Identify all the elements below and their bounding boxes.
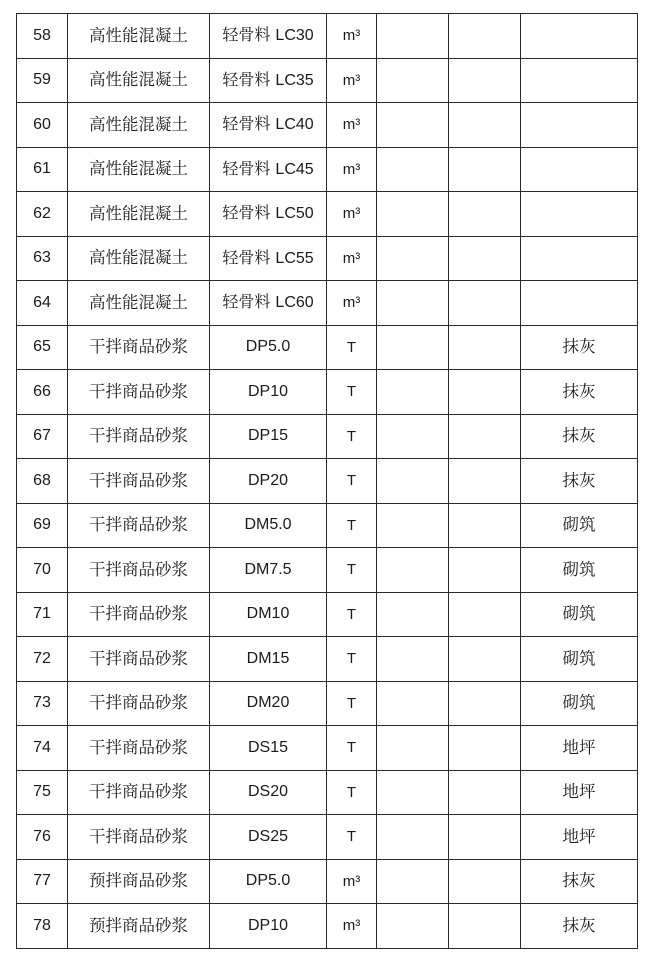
material-name-cell: 高性能混凝土 bbox=[68, 14, 210, 59]
price-cell bbox=[449, 192, 521, 237]
material-name-cell: 高性能混凝土 bbox=[68, 103, 210, 148]
price-cell bbox=[449, 637, 521, 682]
unit-cell: m³ bbox=[327, 103, 377, 148]
row-number-cell: 78 bbox=[17, 904, 68, 949]
material-name-cell: 干拌商品砂浆 bbox=[68, 770, 210, 815]
usage-cell bbox=[521, 14, 638, 59]
unit-cell: T bbox=[327, 726, 377, 771]
table-row bbox=[17, 58, 638, 103]
table-row bbox=[17, 681, 638, 726]
price-cell bbox=[449, 281, 521, 326]
usage-cell: 砌筑 bbox=[521, 503, 638, 548]
price-cell bbox=[449, 726, 521, 771]
material-name-cell: 干拌商品砂浆 bbox=[68, 548, 210, 593]
price-cell bbox=[377, 592, 449, 637]
material-name-cell: 干拌商品砂浆 bbox=[68, 414, 210, 459]
price-cell bbox=[449, 904, 521, 949]
spec-cell: 轻骨料 LC30 bbox=[210, 14, 327, 59]
usage-cell bbox=[521, 103, 638, 148]
usage-cell: 抹灰 bbox=[521, 859, 638, 904]
spec-cell: DS15 bbox=[210, 726, 327, 771]
unit-cell: m³ bbox=[327, 236, 377, 281]
material-name-cell: 干拌商品砂浆 bbox=[68, 726, 210, 771]
price-cell bbox=[377, 414, 449, 459]
row-number-cell: 77 bbox=[17, 859, 68, 904]
price-cell bbox=[449, 58, 521, 103]
spec-cell: DP10 bbox=[210, 370, 327, 415]
row-number-cell: 75 bbox=[17, 770, 68, 815]
usage-cell: 抹灰 bbox=[521, 325, 638, 370]
price-cell bbox=[377, 859, 449, 904]
material-name-cell: 高性能混凝土 bbox=[68, 281, 210, 326]
spec-cell: DM7.5 bbox=[210, 548, 327, 593]
usage-cell: 抹灰 bbox=[521, 904, 638, 949]
usage-cell bbox=[521, 281, 638, 326]
spec-cell: DS20 bbox=[210, 770, 327, 815]
usage-cell bbox=[521, 236, 638, 281]
usage-cell: 抹灰 bbox=[521, 370, 638, 415]
row-number-cell: 68 bbox=[17, 459, 68, 504]
spec-cell: 轻骨料 LC50 bbox=[210, 192, 327, 237]
unit-cell: m³ bbox=[327, 192, 377, 237]
row-number-cell: 62 bbox=[17, 192, 68, 237]
unit-cell: m³ bbox=[327, 859, 377, 904]
row-number-cell: 71 bbox=[17, 592, 68, 637]
row-number-cell: 66 bbox=[17, 370, 68, 415]
row-number-cell: 61 bbox=[17, 147, 68, 192]
usage-cell bbox=[521, 58, 638, 103]
price-cell bbox=[449, 548, 521, 593]
price-cell bbox=[449, 815, 521, 860]
price-cell bbox=[377, 503, 449, 548]
material-name-cell: 干拌商品砂浆 bbox=[68, 503, 210, 548]
material-name-cell: 预拌商品砂浆 bbox=[68, 904, 210, 949]
material-price-table bbox=[16, 13, 638, 949]
spec-cell: DM15 bbox=[210, 637, 327, 682]
price-cell bbox=[377, 637, 449, 682]
material-name-cell: 干拌商品砂浆 bbox=[68, 459, 210, 504]
table-row bbox=[17, 859, 638, 904]
price-cell bbox=[377, 58, 449, 103]
usage-cell: 地坪 bbox=[521, 726, 638, 771]
price-cell bbox=[449, 859, 521, 904]
usage-cell bbox=[521, 147, 638, 192]
unit-cell: T bbox=[327, 592, 377, 637]
price-cell bbox=[449, 14, 521, 59]
table-row bbox=[17, 192, 638, 237]
row-number-cell: 65 bbox=[17, 325, 68, 370]
unit-cell: m³ bbox=[327, 58, 377, 103]
row-number-cell: 76 bbox=[17, 815, 68, 860]
usage-cell: 砌筑 bbox=[521, 681, 638, 726]
unit-cell: T bbox=[327, 503, 377, 548]
row-number-cell: 74 bbox=[17, 726, 68, 771]
spec-cell: DP5.0 bbox=[210, 325, 327, 370]
spec-cell: 轻骨料 LC35 bbox=[210, 58, 327, 103]
spec-cell: DP20 bbox=[210, 459, 327, 504]
table-row bbox=[17, 503, 638, 548]
table-row bbox=[17, 281, 638, 326]
price-cell bbox=[377, 236, 449, 281]
price-cell bbox=[449, 592, 521, 637]
table-row bbox=[17, 325, 638, 370]
material-name-cell: 高性能混凝土 bbox=[68, 147, 210, 192]
price-cell bbox=[449, 770, 521, 815]
price-cell bbox=[377, 14, 449, 59]
material-name-cell: 干拌商品砂浆 bbox=[68, 681, 210, 726]
table-row bbox=[17, 414, 638, 459]
spec-cell: DM5.0 bbox=[210, 503, 327, 548]
price-cell bbox=[377, 147, 449, 192]
unit-cell: T bbox=[327, 770, 377, 815]
row-number-cell: 59 bbox=[17, 58, 68, 103]
spec-cell: 轻骨料 LC45 bbox=[210, 147, 327, 192]
unit-cell: T bbox=[327, 681, 377, 726]
price-cell bbox=[377, 459, 449, 504]
row-number-cell: 69 bbox=[17, 503, 68, 548]
unit-cell: m³ bbox=[327, 904, 377, 949]
table-row bbox=[17, 14, 638, 59]
material-name-cell: 干拌商品砂浆 bbox=[68, 370, 210, 415]
price-cell bbox=[377, 815, 449, 860]
spec-cell: DP15 bbox=[210, 414, 327, 459]
price-cell bbox=[377, 726, 449, 771]
table-row bbox=[17, 147, 638, 192]
price-cell bbox=[377, 681, 449, 726]
price-cell bbox=[377, 548, 449, 593]
price-cell bbox=[449, 147, 521, 192]
price-cell bbox=[377, 325, 449, 370]
price-cell bbox=[377, 192, 449, 237]
unit-cell: T bbox=[327, 815, 377, 860]
usage-cell: 砌筑 bbox=[521, 637, 638, 682]
spec-cell: DP5.0 bbox=[210, 859, 327, 904]
table-row bbox=[17, 459, 638, 504]
material-name-cell: 高性能混凝土 bbox=[68, 58, 210, 103]
spec-cell: 轻骨料 LC60 bbox=[210, 281, 327, 326]
unit-cell: m³ bbox=[327, 14, 377, 59]
price-cell bbox=[449, 370, 521, 415]
table-row bbox=[17, 370, 638, 415]
price-cell bbox=[377, 281, 449, 326]
table-row bbox=[17, 548, 638, 593]
usage-cell: 砌筑 bbox=[521, 548, 638, 593]
price-cell bbox=[377, 904, 449, 949]
material-name-cell: 高性能混凝土 bbox=[68, 236, 210, 281]
spec-cell: 轻骨料 LC40 bbox=[210, 103, 327, 148]
row-number-cell: 63 bbox=[17, 236, 68, 281]
unit-cell: T bbox=[327, 370, 377, 415]
row-number-cell: 70 bbox=[17, 548, 68, 593]
usage-cell: 抹灰 bbox=[521, 414, 638, 459]
table-row bbox=[17, 103, 638, 148]
usage-cell: 砌筑 bbox=[521, 592, 638, 637]
row-number-cell: 58 bbox=[17, 14, 68, 59]
material-table-page bbox=[16, 13, 638, 949]
spec-cell: DM10 bbox=[210, 592, 327, 637]
material-name-cell: 干拌商品砂浆 bbox=[68, 325, 210, 370]
table-row bbox=[17, 815, 638, 860]
price-cell bbox=[449, 103, 521, 148]
row-number-cell: 64 bbox=[17, 281, 68, 326]
table-row bbox=[17, 637, 638, 682]
table-row bbox=[17, 904, 638, 949]
price-cell bbox=[449, 325, 521, 370]
unit-cell: T bbox=[327, 637, 377, 682]
unit-cell: T bbox=[327, 548, 377, 593]
price-cell bbox=[449, 414, 521, 459]
usage-cell: 抹灰 bbox=[521, 459, 638, 504]
material-name-cell: 干拌商品砂浆 bbox=[68, 592, 210, 637]
material-name-cell: 预拌商品砂浆 bbox=[68, 859, 210, 904]
unit-cell: T bbox=[327, 414, 377, 459]
table-row bbox=[17, 236, 638, 281]
price-cell bbox=[377, 770, 449, 815]
row-number-cell: 60 bbox=[17, 103, 68, 148]
unit-cell: m³ bbox=[327, 147, 377, 192]
price-cell bbox=[377, 370, 449, 415]
material-name-cell: 干拌商品砂浆 bbox=[68, 815, 210, 860]
table-body bbox=[17, 14, 638, 949]
table-row bbox=[17, 592, 638, 637]
usage-cell bbox=[521, 192, 638, 237]
row-number-cell: 72 bbox=[17, 637, 68, 682]
unit-cell: T bbox=[327, 459, 377, 504]
price-cell bbox=[449, 681, 521, 726]
price-cell bbox=[449, 503, 521, 548]
usage-cell: 地坪 bbox=[521, 815, 638, 860]
unit-cell: m³ bbox=[327, 281, 377, 326]
table-row bbox=[17, 770, 638, 815]
spec-cell: 轻骨料 LC55 bbox=[210, 236, 327, 281]
price-cell bbox=[449, 236, 521, 281]
row-number-cell: 67 bbox=[17, 414, 68, 459]
unit-cell: T bbox=[327, 325, 377, 370]
material-name-cell: 干拌商品砂浆 bbox=[68, 637, 210, 682]
price-cell bbox=[449, 459, 521, 504]
table-row bbox=[17, 726, 638, 771]
price-cell bbox=[377, 103, 449, 148]
spec-cell: DP10 bbox=[210, 904, 327, 949]
usage-cell: 地坪 bbox=[521, 770, 638, 815]
spec-cell: DM20 bbox=[210, 681, 327, 726]
spec-cell: DS25 bbox=[210, 815, 327, 860]
material-name-cell: 高性能混凝土 bbox=[68, 192, 210, 237]
row-number-cell: 73 bbox=[17, 681, 68, 726]
